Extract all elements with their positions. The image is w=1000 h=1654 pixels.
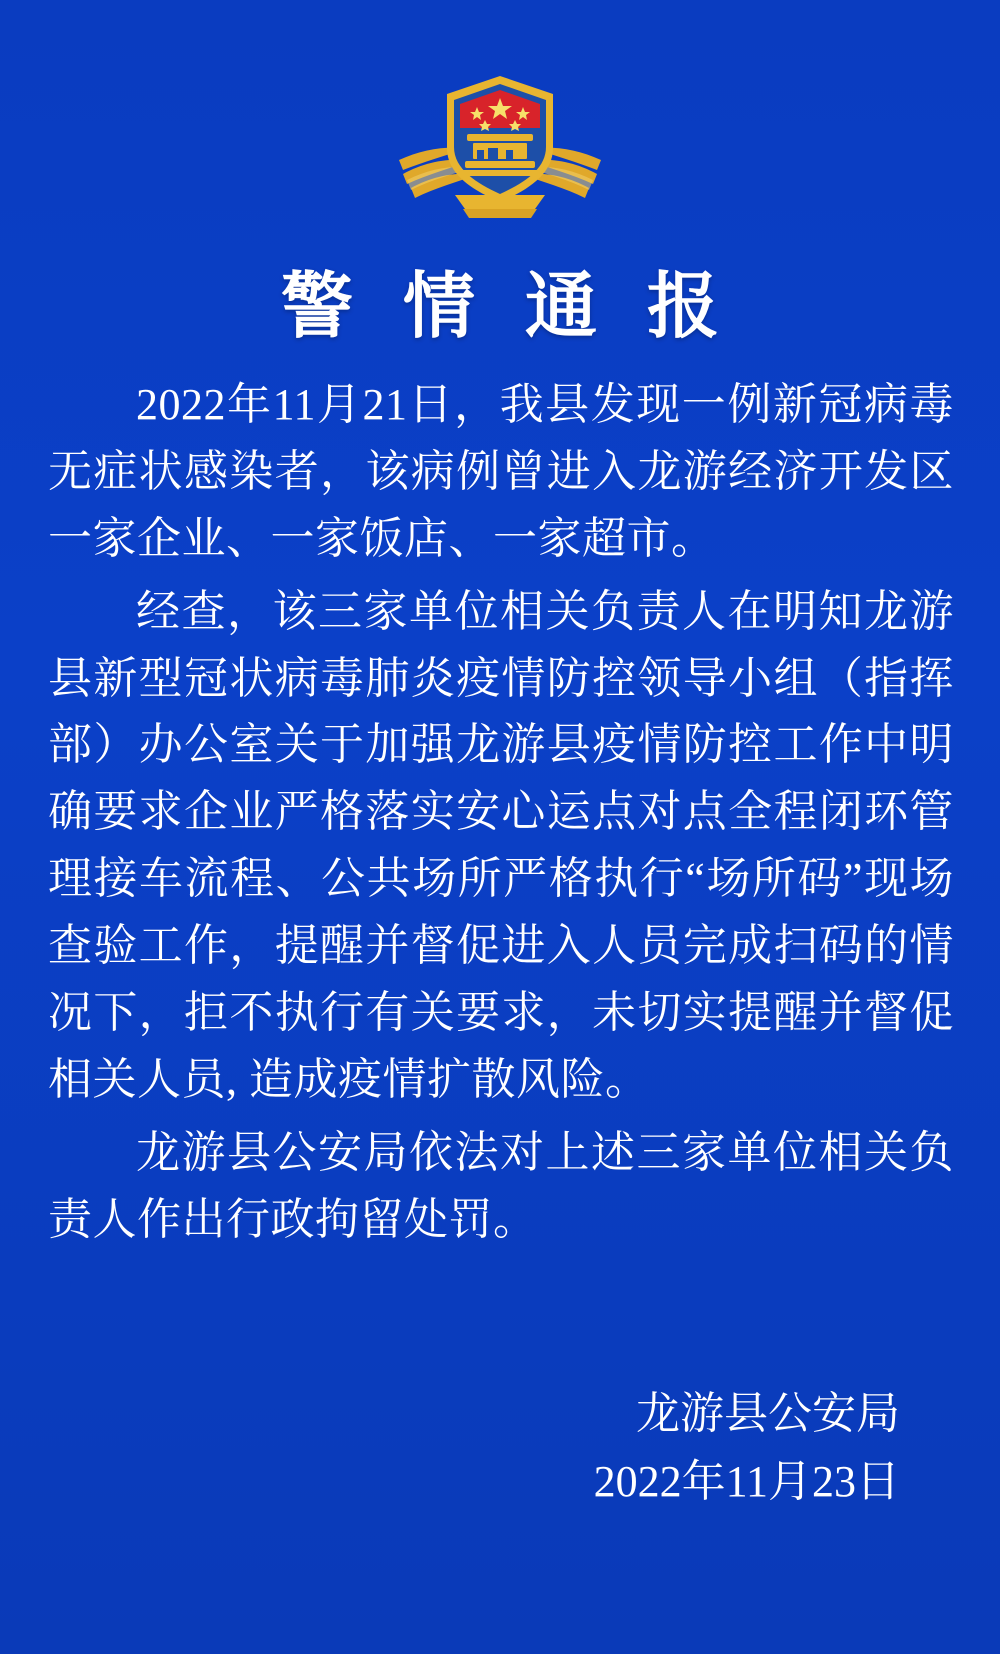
notice-paragraph-1: 2022年11月21日，我县发现一例新冠病毒无症状感染者，该病例曾进入龙游经济开发区一家企业、一家饭店、一家超市。: [48, 380, 954, 563]
notice-paragraph-2: 经查，该三家单位相关负责人在明知龙游县新型冠状病毒肺炎疫情防控领导小组（指挥部）办公室关于加强龙游县疫情防控工作中明确要求企业严格落实安心运点对点全程闭环管理接车流程、公共场所严格执行“场所码”现场查验工作，提醒并督促进入人员完成扫码的情况下，拒不执行有关要求，未切实提醒并督促相关人员, 造成疫情扩散风险。: [48, 586, 954, 1104]
signature-date: 2022年11月23日: [593, 1456, 900, 1506]
signature-organization: 龙游县公安局: [636, 1388, 900, 1438]
notice-paragraph-3: 龙游县公安局依法对上述三家单位相关负责人作出行政拘留处罚。: [48, 1127, 954, 1244]
china-police-badge-icon: [385, 62, 615, 227]
signature-block: [380, 1380, 900, 1516]
notice-body: [48, 372, 954, 1259]
emblem-container: [0, 62, 1000, 227]
page-title: 警 情 通 报: [280, 267, 735, 347]
